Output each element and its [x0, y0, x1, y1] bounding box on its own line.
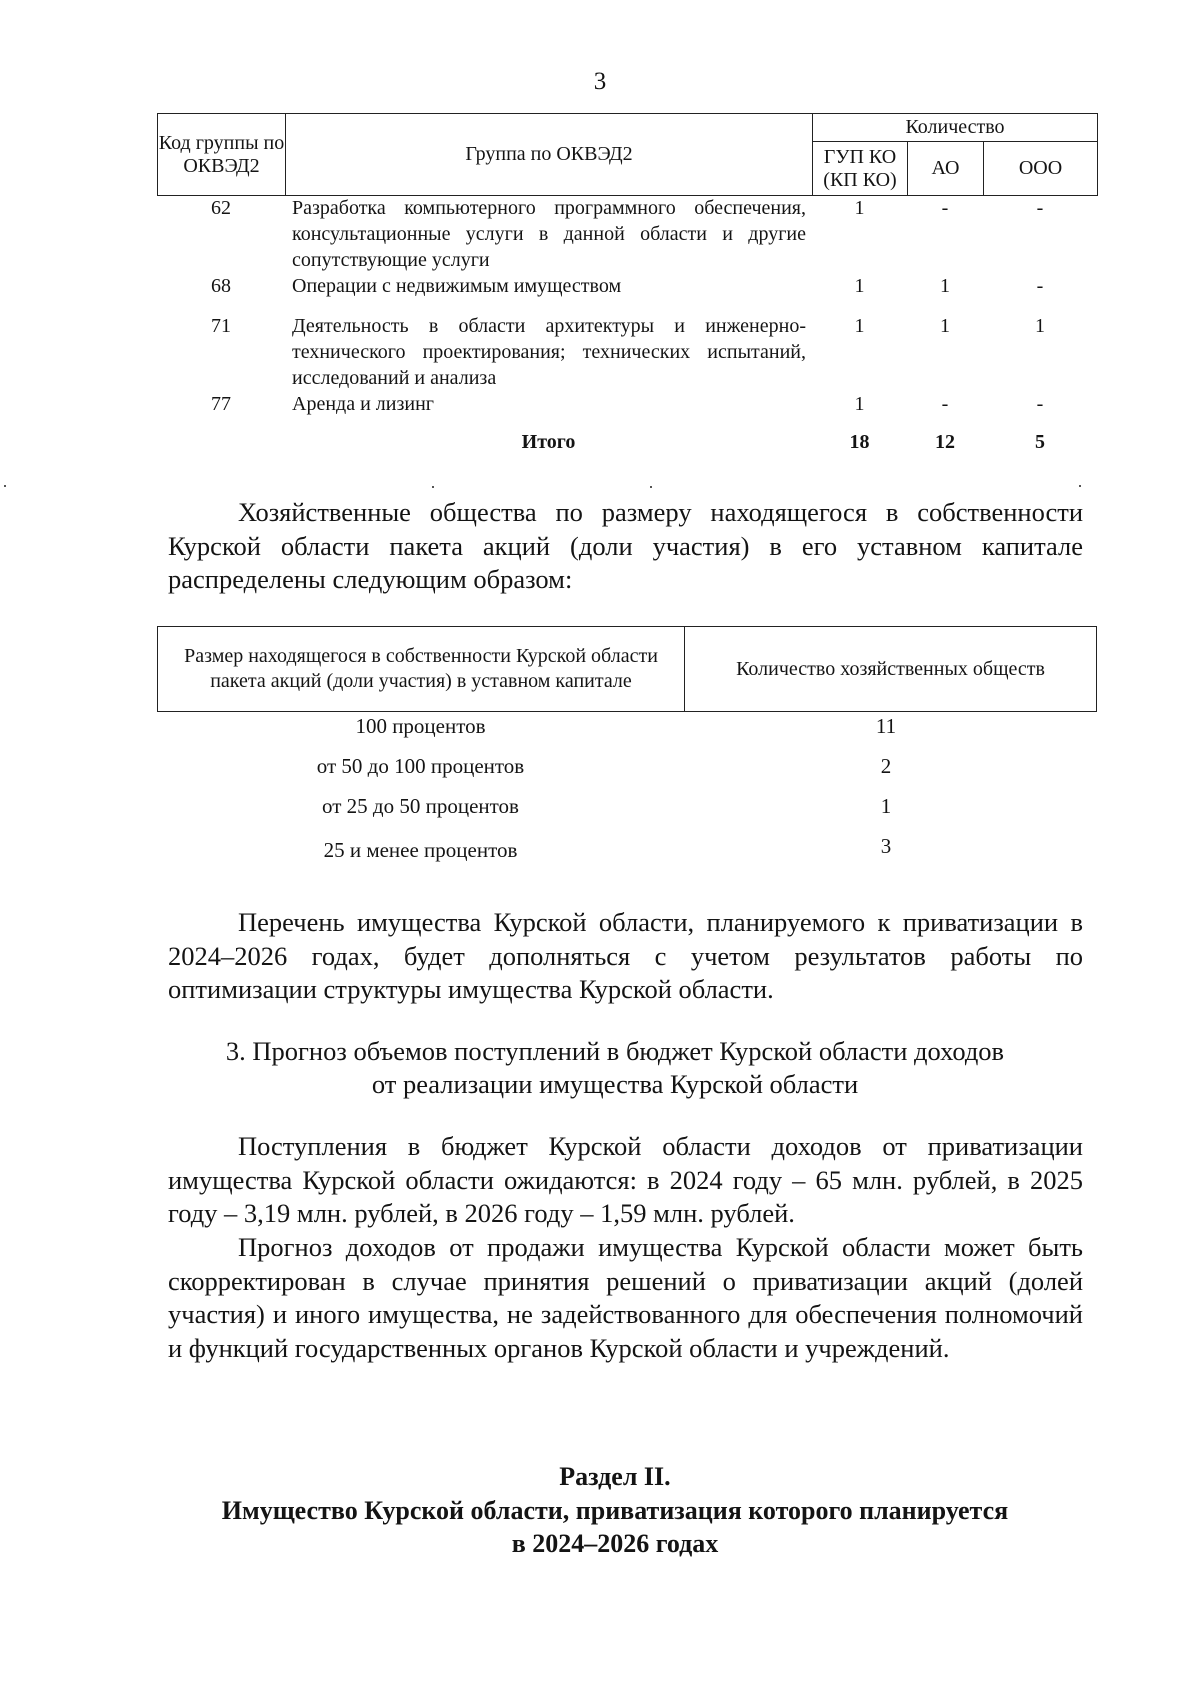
total-label: Итого	[521, 431, 576, 453]
header-code: Код группы по ОКВЭД2	[158, 114, 286, 196]
share-value: 2	[880, 754, 892, 778]
row-name: Операции с недвижимым имуществом	[292, 275, 622, 297]
share-label: 100 процентов	[355, 714, 486, 738]
row-ooo: -	[1036, 275, 1044, 297]
table-row	[157, 273, 1097, 313]
table-row	[157, 195, 1097, 273]
row-ao: -	[941, 393, 949, 415]
row-code: 77	[211, 393, 231, 415]
share-value: 3	[880, 834, 892, 858]
section2-subtitle: Имущество Курской области, приватизация которого планируется в 2024–2026 годах	[221, 1496, 1009, 1558]
row-ooo: 1	[1035, 315, 1045, 337]
total-ao: 12	[935, 431, 955, 453]
header-gup: ГУП КО (КП КО)	[813, 142, 908, 196]
table-row	[157, 313, 1097, 391]
header-ooo: ООО	[984, 142, 1098, 196]
header-quantity: Количество	[813, 114, 1098, 142]
header-company-count: Количество хозяйственных обществ	[685, 627, 1097, 712]
row-name: Аренда и лизинг	[292, 393, 434, 415]
row-ao: 1	[940, 275, 950, 297]
row-gup: 1	[854, 197, 865, 219]
header-share-size: Размер находящегося в собственности Курской области пакета акций (доли участия) в уставном капитале	[158, 627, 685, 712]
row-code: 68	[211, 275, 231, 297]
row-name: Разработка компьютерного программного обеспечения, консультационные услуги в данной области и другие сопутствующие услуги	[292, 197, 806, 271]
okved-table-header	[157, 113, 1098, 196]
table-row	[157, 833, 1096, 877]
share-label: от 25 до 50 процентов	[322, 794, 519, 818]
share-label: 25 и менее процентов	[323, 838, 518, 862]
total-gup: 18	[849, 431, 870, 453]
share-value: 11	[875, 714, 897, 738]
row-ooo: -	[1036, 197, 1044, 219]
row-name: Деятельность в области архитектуры и инженерно-технического проектирования; технических испытаний, исследований и анализа	[292, 315, 806, 389]
row-gup: 1	[854, 393, 865, 415]
shares-table-body	[157, 713, 1096, 877]
table-row	[157, 753, 1096, 793]
share-value: 1	[880, 794, 892, 818]
okved-table-body	[157, 195, 1097, 455]
section3-heading: 3. Прогноз объемов поступлений в бюджет Курской области доходов от реализации имущества Курской области	[225, 1036, 1005, 1099]
row-ao: -	[941, 197, 949, 219]
row-ao: 1	[940, 315, 950, 337]
table-row	[157, 793, 1096, 833]
row-ooo: -	[1036, 393, 1044, 415]
share-label: от 50 до 100 процентов	[316, 754, 525, 778]
total-ooo: 5	[1035, 431, 1045, 453]
paragraph-budget-forecast: Поступления в бюджет Курской области доходов от приватизации имущества Курской области ожидаются: в 2024 году – 65 млн. рублей, в 2025 году – 3,19 млн. рублей, в 2026 году – 1,59 млн. рублей.	[168, 1131, 1083, 1228]
table-row	[157, 391, 1097, 417]
section2-title: Раздел II.	[559, 1462, 671, 1491]
row-gup: 1	[854, 275, 865, 297]
row-gup: 1	[854, 315, 865, 337]
table-row	[157, 713, 1096, 753]
paragraph-income-forecast: Прогноз доходов от продажи имущества Курской области может быть скорректирован в случае принятия решений о приватизации акций (долей участия) и иного имущества, не задействованного для обеспечения полномочий и функций государственных органов Курской области и учреждений.	[168, 1232, 1083, 1363]
row-code: 62	[211, 197, 231, 219]
paragraph-shareholding: Хозяйственные общества по размеру находящегося в собственности Курской области пакета акций (доли участия) в его уставном капитале распределены следующим образом:	[168, 497, 1083, 594]
header-ao: АО	[908, 142, 984, 196]
header-group: Группа по ОКВЭД2	[286, 114, 813, 196]
total-row	[157, 417, 1097, 455]
shares-table-header	[157, 626, 1097, 712]
row-code: 71	[211, 315, 231, 337]
page-number: 3	[593, 68, 607, 95]
paragraph-privatization-list: Перечень имущества Курской области, планируемого к приватизации в 2024–2026 годах, будет дополняться с учетом результатов работы по оптимизации структуры имущества Курской области.	[168, 907, 1083, 1004]
